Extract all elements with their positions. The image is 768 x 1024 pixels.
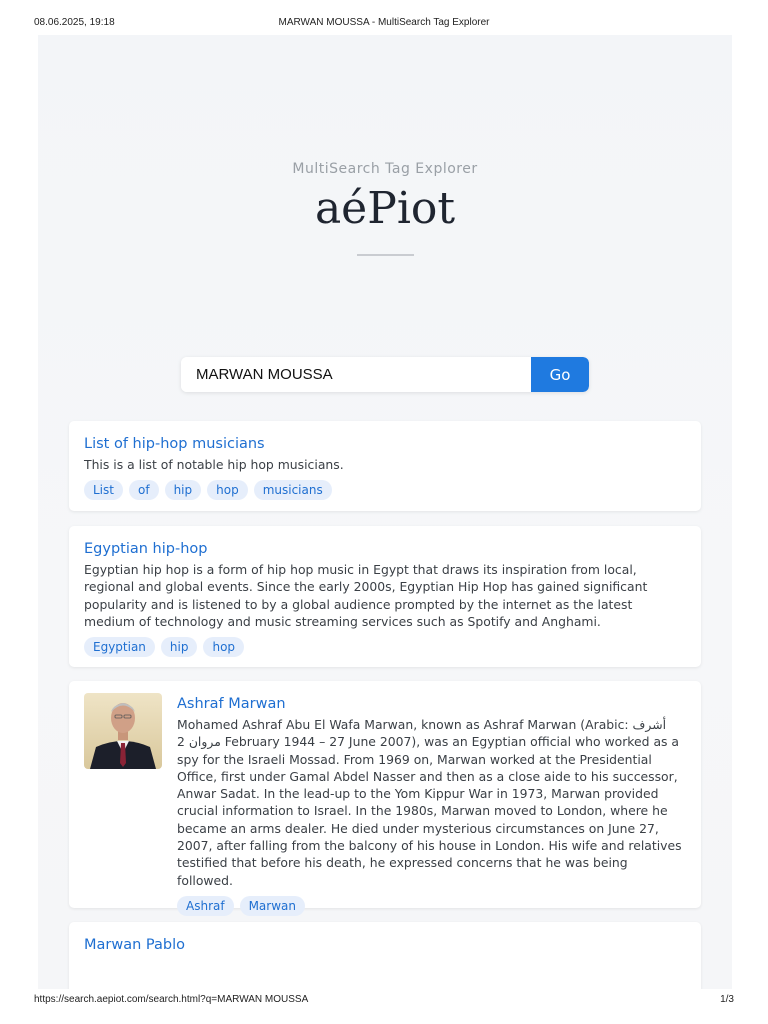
result-card	[69, 526, 701, 667]
result-card	[69, 922, 701, 989]
result-title-link[interactable]: Egyptian hip-hop	[84, 541, 208, 557]
result-thumbnail[interactable]	[84, 693, 162, 769]
page-content	[38, 35, 732, 989]
result-card	[69, 421, 701, 511]
brand-logo-text: aéPiot	[314, 183, 456, 234]
tag[interactable]: of	[129, 480, 159, 500]
result-card	[69, 681, 701, 913]
tag[interactable]: hip	[161, 637, 198, 657]
result-body	[177, 693, 686, 916]
app-subtitle: MultiSearch Tag Explorer	[292, 161, 478, 177]
go-button[interactable]: Go	[531, 357, 589, 392]
result-title-link[interactable]: Ashraf Marwan	[177, 696, 286, 712]
print-url: https://search.aepiot.com/search.html?q=MARWAN MOUSSA	[34, 994, 309, 1005]
search-input[interactable]	[181, 357, 531, 392]
result-media-row	[84, 693, 686, 916]
tag-list	[84, 637, 686, 657]
print-doc-title: MARWAN MOUSSA - MultiSearch Tag Explorer	[278, 17, 490, 28]
result-description: This is a list of notable hip hop musicians.	[84, 457, 344, 472]
search-bar	[181, 357, 589, 392]
tag[interactable]: hip	[165, 480, 202, 500]
result-description: Egyptian hip hop is a form of hip hop music in Egypt that draws its inspiration from local, regional and global events. Since the early 2000s, Egyptian Hip Hop has gained significant popularity and is listened to by a global audience prompted by the internet as the latest medium of technology and music streaming services such as Spotify and Anghami.	[84, 562, 648, 629]
tag[interactable]: musicians	[254, 480, 332, 500]
tag[interactable]: Ashraf	[177, 896, 234, 916]
tag[interactable]: Egyptian	[84, 637, 155, 657]
print-header	[0, 14, 768, 30]
result-title-link[interactable]: Marwan Pablo	[84, 937, 185, 953]
print-footer	[0, 992, 768, 1008]
print-page-count: 1/3	[720, 994, 734, 1005]
result-description: Mohamed Ashraf Abu El Wafa Marwan, known as Ashraf Marwan (Arabic: أشرف مروان 2 February 1944 – 27 June 2007), was an Egyptian official who worked as a spy for the Israeli Mossad. From 1969 on, Marwan worked at the Presidential Office, first under Gamal Abdel Nasser and then as a close aide to his successor, Anwar Sadat. In the lead-up to the Yom Kippur War in 1973, Marwan provided crucial information to Israel. In the 1980s, Marwan moved to London, where he became an arms dealer. He died under mysterious circumstances on June 27, 2007, after falling from the balcony of his house in London. His wife and relatives testified that before his death, he expressed concerns that he was being followed.	[177, 717, 682, 888]
tag-list	[177, 896, 686, 916]
tag[interactable]: hop	[203, 637, 244, 657]
tag[interactable]: List	[84, 480, 123, 500]
result-title-link[interactable]: List of hip-hop musicians	[84, 436, 265, 452]
tag-list	[84, 480, 686, 500]
portrait-image	[84, 693, 162, 769]
print-datetime: 08.06.2025, 19:18	[34, 17, 115, 28]
tag[interactable]: hop	[207, 480, 248, 500]
brand-divider	[357, 254, 414, 256]
tag[interactable]: Marwan	[240, 896, 305, 916]
